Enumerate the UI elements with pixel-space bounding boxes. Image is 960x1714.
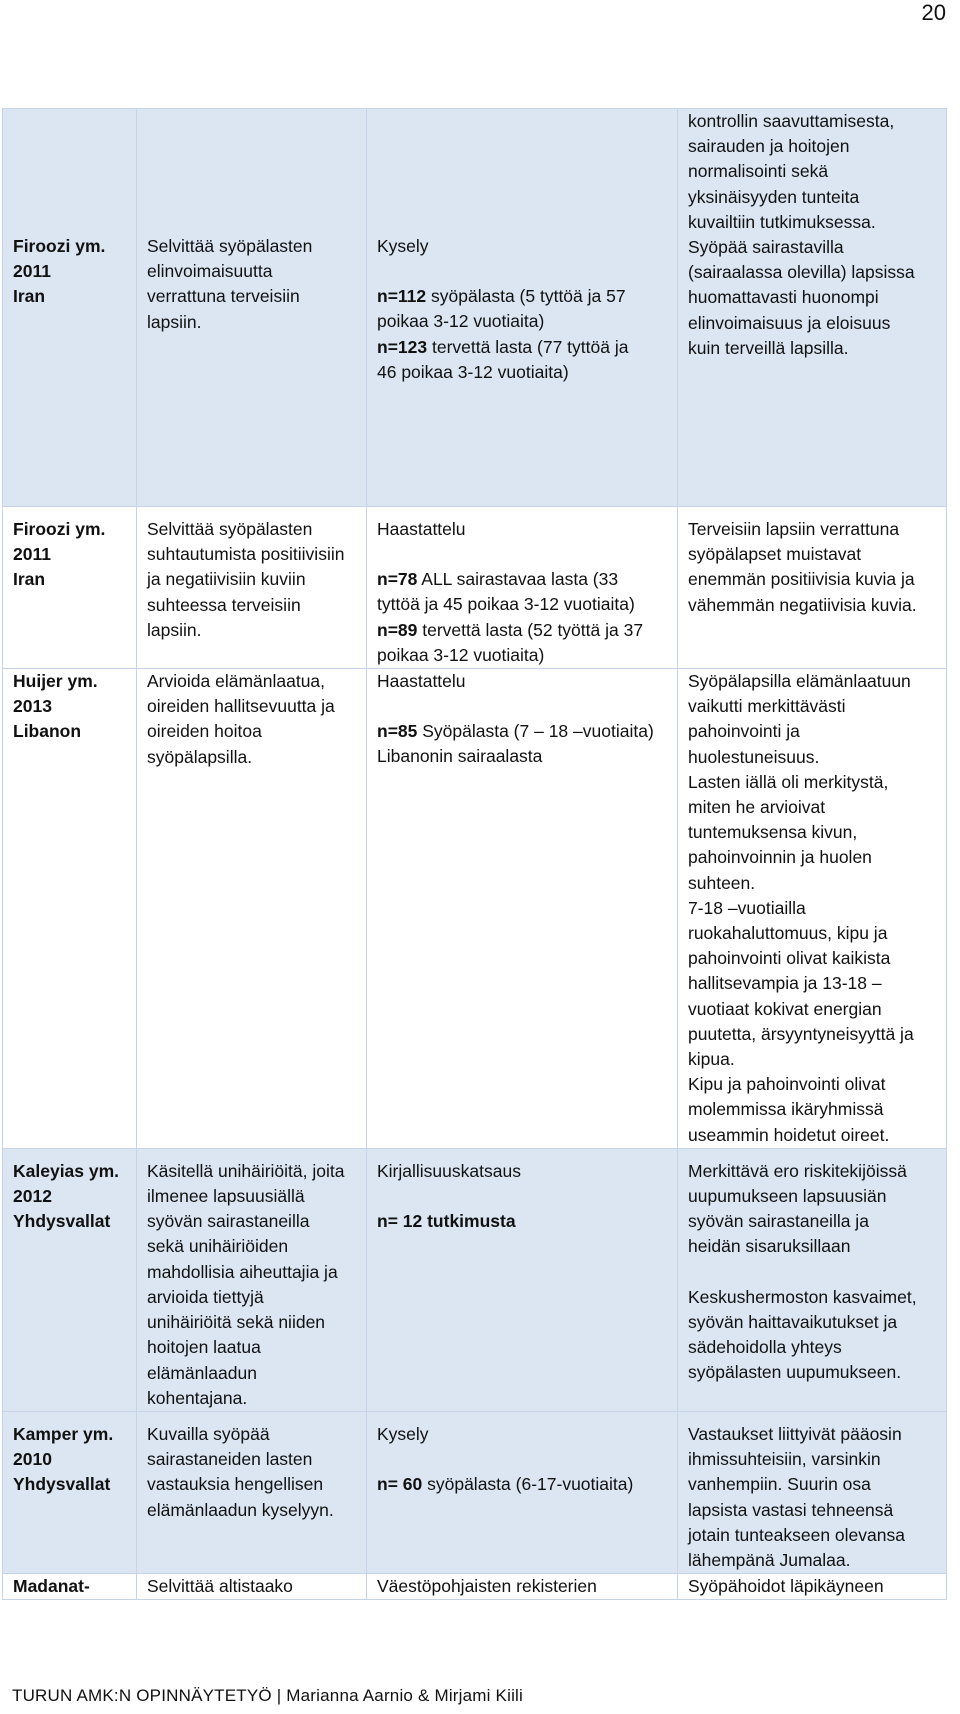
sample-text: syöpälasta (5 tyttöä ja 57	[426, 286, 626, 307]
cell-line: syövän sairastaneilla ja	[688, 1211, 869, 1232]
method-type: Kysely	[377, 236, 429, 256]
author-line: Kamper ym.	[13, 1423, 114, 1444]
cell-line: enemmän positiivisia kuvia ja	[688, 569, 915, 590]
aim-cell	[137, 109, 367, 507]
cell-line: kipua.	[688, 1049, 735, 1070]
cell-line: molemmissa ikäryhmissä	[688, 1099, 884, 1120]
method-type: Väestöpohjaisten rekisterien	[377, 1576, 597, 1597]
author-line: Iran	[13, 569, 46, 590]
method-type: Kirjallisuuskatsaus	[377, 1160, 521, 1181]
author-line: Libanon	[13, 721, 82, 742]
sample-size: n=123	[377, 336, 428, 357]
method-cell	[367, 1574, 678, 1600]
method-cell	[367, 669, 678, 1149]
cell-line: Vastaukset liittyivät pääosin	[688, 1423, 902, 1444]
cell-line: uupumukseen lapsuusiän	[688, 1186, 887, 1207]
results-cell	[678, 1574, 947, 1600]
author-line: 2011	[13, 544, 51, 565]
studies-table	[2, 108, 947, 1600]
sample-line	[377, 618, 669, 643]
author-cell	[3, 109, 137, 507]
author-line: 2010	[13, 1449, 52, 1470]
cell-line: suhteen.	[688, 872, 756, 893]
author-line: Madanat-	[13, 1576, 90, 1597]
cell-line: pahoinvointi ja	[688, 721, 800, 742]
method-cell	[367, 1411, 678, 1573]
cell-line: Merkittävä ero riskitekijöissä	[688, 1160, 907, 1181]
aim-cell	[137, 669, 367, 1149]
cell-line: verrattuna terveisiin	[147, 286, 300, 307]
cell-line: huolestuneisuus.	[688, 746, 820, 767]
sample-line	[377, 719, 669, 744]
cell-line: Syöpälapsilla elämänlaatuun	[688, 671, 911, 692]
aim-cell	[137, 1574, 367, 1600]
cell-line: miten he arvioivat	[688, 797, 826, 818]
cell-line: pahoinvointi olivat kaikista	[688, 948, 891, 969]
cell-line: elinvoimaisuutta	[147, 261, 273, 282]
cell-line: lapsista vastasi tehneensä	[688, 1499, 894, 1520]
cell-line: suhtautumista positiivisiin	[147, 544, 345, 565]
cell-line: pahoinvoinnin ja huolen	[688, 847, 872, 868]
sample-text: tyttöä ja 45 poikaa 3-12 vuotiaita)	[377, 594, 635, 615]
cell-line: Selvittää altistaako	[147, 1576, 293, 1597]
sample-text: ALL sairastavaa lasta (33	[417, 569, 619, 590]
table-row	[3, 669, 947, 1149]
cell-line: tuntemuksensa kivun,	[688, 822, 858, 843]
sample-size: n= 12 tutkimusta	[377, 1211, 516, 1232]
cell-line: sädehoidolla yhteys	[688, 1337, 842, 1358]
sample-size: n=85	[377, 721, 418, 742]
cell-line: hoitojen laatua	[147, 1337, 261, 1358]
author-cell	[3, 1148, 137, 1411]
sample-line	[377, 360, 669, 385]
table-row	[3, 1411, 947, 1573]
cell-line: huomattavasti huonompi	[688, 287, 879, 308]
cell-line: Selvittää syöpälasten	[147, 236, 313, 256]
author-line: 2012	[13, 1186, 52, 1207]
method-cell	[367, 1148, 678, 1411]
method-cell	[367, 507, 678, 669]
cell-line: hallitsevampia ja 13-18 –	[688, 973, 882, 994]
cell-line: Lasten iällä oli merkitystä,	[688, 771, 889, 792]
cell-line: sairauden ja hoitojen	[688, 136, 850, 157]
cell-line: elämänlaadun	[147, 1362, 257, 1383]
cell-line: kuin terveillä lapsilla.	[688, 337, 849, 358]
cell-line: ruokahaluttomuus, kipu ja	[688, 923, 888, 944]
cell-line: vastauksia hengellisen	[147, 1474, 324, 1495]
cell-line: (sairaalassa olevilla) lapsissa	[688, 262, 915, 283]
author-cell	[3, 1411, 137, 1573]
author-line: Huijer ym.	[13, 671, 98, 692]
author-line: 2011	[13, 261, 51, 282]
table-row	[3, 109, 947, 507]
method-cell	[367, 109, 678, 507]
footer: TURUN AMK:N OPINNÄYTETYÖ | Marianna Aarnio & Mirjami Kiili	[12, 1686, 524, 1705]
sample-line	[377, 284, 669, 309]
sample-line	[377, 1472, 669, 1497]
cell-line: vaikutti merkittävästi	[688, 696, 846, 717]
sample-line	[377, 744, 669, 769]
cell-line: sekä unihäiriöiden	[147, 1236, 289, 1257]
cell-line: elinvoimaisuus ja eloisuus	[688, 312, 891, 333]
cell-line: Kipu ja pahoinvointi olivat	[688, 1074, 886, 1095]
cell-line: elämänlaadun kyselyyn.	[147, 1499, 334, 1520]
aim-cell	[137, 507, 367, 669]
aim-cell	[137, 1148, 367, 1411]
cell-line: unihäiriöitä sekä niiden	[147, 1312, 326, 1333]
cell-line: oireiden hoitoa	[147, 721, 262, 742]
cell-line: useammin hoidetut oireet.	[688, 1124, 890, 1145]
cell-line: heidän sisaruksillaan	[688, 1236, 851, 1257]
results-cell	[678, 669, 947, 1149]
sample-line	[377, 592, 669, 617]
method-type: Haastattelu	[377, 671, 466, 692]
cell-line: sairastaneiden lasten	[147, 1449, 313, 1470]
cell-line: mahdollisia aiheuttajia ja	[147, 1261, 338, 1282]
cell-line: kontrollin saavuttamisesta,	[688, 111, 895, 131]
results-cell	[678, 1411, 947, 1573]
cell-line: Terveisiin lapsiin verrattuna	[688, 519, 900, 539]
sample-line	[377, 1209, 669, 1234]
page-number: 20	[921, 0, 946, 25]
sample-size: n=112	[377, 286, 427, 307]
cell-line: vähemmän negatiivisia kuvia.	[688, 594, 917, 615]
results-cell	[678, 109, 947, 507]
results-cell	[678, 1148, 947, 1411]
sample-text: tervettä lasta (52 työttä ja 37	[417, 619, 644, 640]
cell-line: lapsiin.	[147, 311, 202, 332]
sample-size: n= 60	[377, 1474, 423, 1495]
cell-line: Arvioida elämänlaatua,	[147, 671, 326, 692]
cell-line: arvioida tiettyjä	[147, 1286, 264, 1307]
author-line: Yhdysvallat	[13, 1474, 111, 1495]
cell-line: syöpälapset muistavat	[688, 544, 862, 565]
cell-line: syöpälasten uupumukseen.	[688, 1362, 902, 1383]
cell-line: Kuvailla syöpää	[147, 1423, 270, 1444]
sample-text: tervettä lasta (77 tyttöä ja	[427, 336, 629, 357]
sample-text: Syöpälasta (7 – 18 –vuotiaita)	[417, 721, 654, 742]
sample-line	[377, 309, 669, 334]
sample-size: n=89	[377, 619, 418, 640]
cell-line: normalisointi sekä	[688, 161, 829, 182]
sample-line	[377, 643, 669, 668]
cell-line: yksinäisyyden tunteita	[688, 186, 860, 207]
cell-line: Käsitellä unihäiriöitä, joita	[147, 1160, 345, 1181]
cell-line: Keskushermoston kasvaimet,	[688, 1286, 917, 1307]
cell-line: syöpälapsilla.	[147, 746, 253, 767]
cell-line: kohentajana.	[147, 1387, 248, 1408]
sample-text: 46 poikaa 3-12 vuotiaita)	[377, 361, 569, 382]
sample-text: poikaa 3-12 vuotiaita)	[377, 311, 545, 332]
table-row	[3, 507, 947, 669]
cell-line: kuvailtiin tutkimuksessa.	[688, 211, 876, 232]
results-cell	[678, 507, 947, 669]
cell-line	[688, 1260, 938, 1285]
author-cell	[3, 669, 137, 1149]
cell-line: ilmenee lapsuusiällä	[147, 1186, 305, 1207]
cell-line: puutetta, ärsyyntyneisyyttä ja	[688, 1023, 914, 1044]
cell-line: oireiden hallitsevuutta ja	[147, 696, 335, 717]
author-line: 2013	[13, 696, 52, 717]
sample-text: poikaa 3-12 vuotiaita)	[377, 644, 545, 665]
method-type: Haastattelu	[377, 519, 466, 539]
author-line: Iran	[13, 286, 46, 307]
author-cell	[3, 1574, 137, 1600]
sample-line	[377, 335, 669, 360]
cell-line: Selvittää syöpälasten	[147, 519, 313, 539]
author-line: Firoozi ym.	[13, 236, 106, 256]
method-type: Kysely	[377, 1423, 429, 1444]
table-row	[3, 1574, 947, 1600]
cell-line: syövän haittavaikutukset ja	[688, 1311, 898, 1332]
cell-line: syövän sairastaneilla	[147, 1211, 310, 1232]
cell-line: suhteessa terveisiin	[147, 594, 301, 615]
sample-text: Libanonin sairaalasta	[377, 746, 543, 767]
author-line: Yhdysvallat	[13, 1211, 111, 1232]
sample-text: syöpälasta (6-17-vuotiaita)	[422, 1474, 634, 1495]
cell-line: lähempänä Jumalaa.	[688, 1549, 851, 1570]
cell-line: jotain tunteakseen olevansa	[688, 1524, 905, 1545]
cell-line: ja negatiivisiin kuviin	[147, 569, 306, 590]
cell-line: ihmissuhteisiin, varsinkin	[688, 1449, 881, 1470]
sample-size: n=78	[377, 569, 418, 590]
cell-line: vanhempiin. Suurin osa	[688, 1474, 871, 1495]
cell-line: Syöpähoidot läpikäyneen	[688, 1576, 884, 1597]
author-line: Firoozi ym.	[13, 519, 106, 539]
author-line: Kaleyias ym.	[13, 1160, 120, 1181]
table-row	[3, 1148, 947, 1411]
sample-line	[377, 567, 669, 592]
cell-line: Syöpää sairastavilla	[688, 237, 844, 258]
cell-line: vuotiaat kokivat energian	[688, 998, 882, 1019]
author-cell	[3, 507, 137, 669]
cell-line: 7-18 –vuotiailla	[688, 897, 806, 918]
cell-line: lapsiin.	[147, 619, 202, 640]
aim-cell	[137, 1411, 367, 1573]
